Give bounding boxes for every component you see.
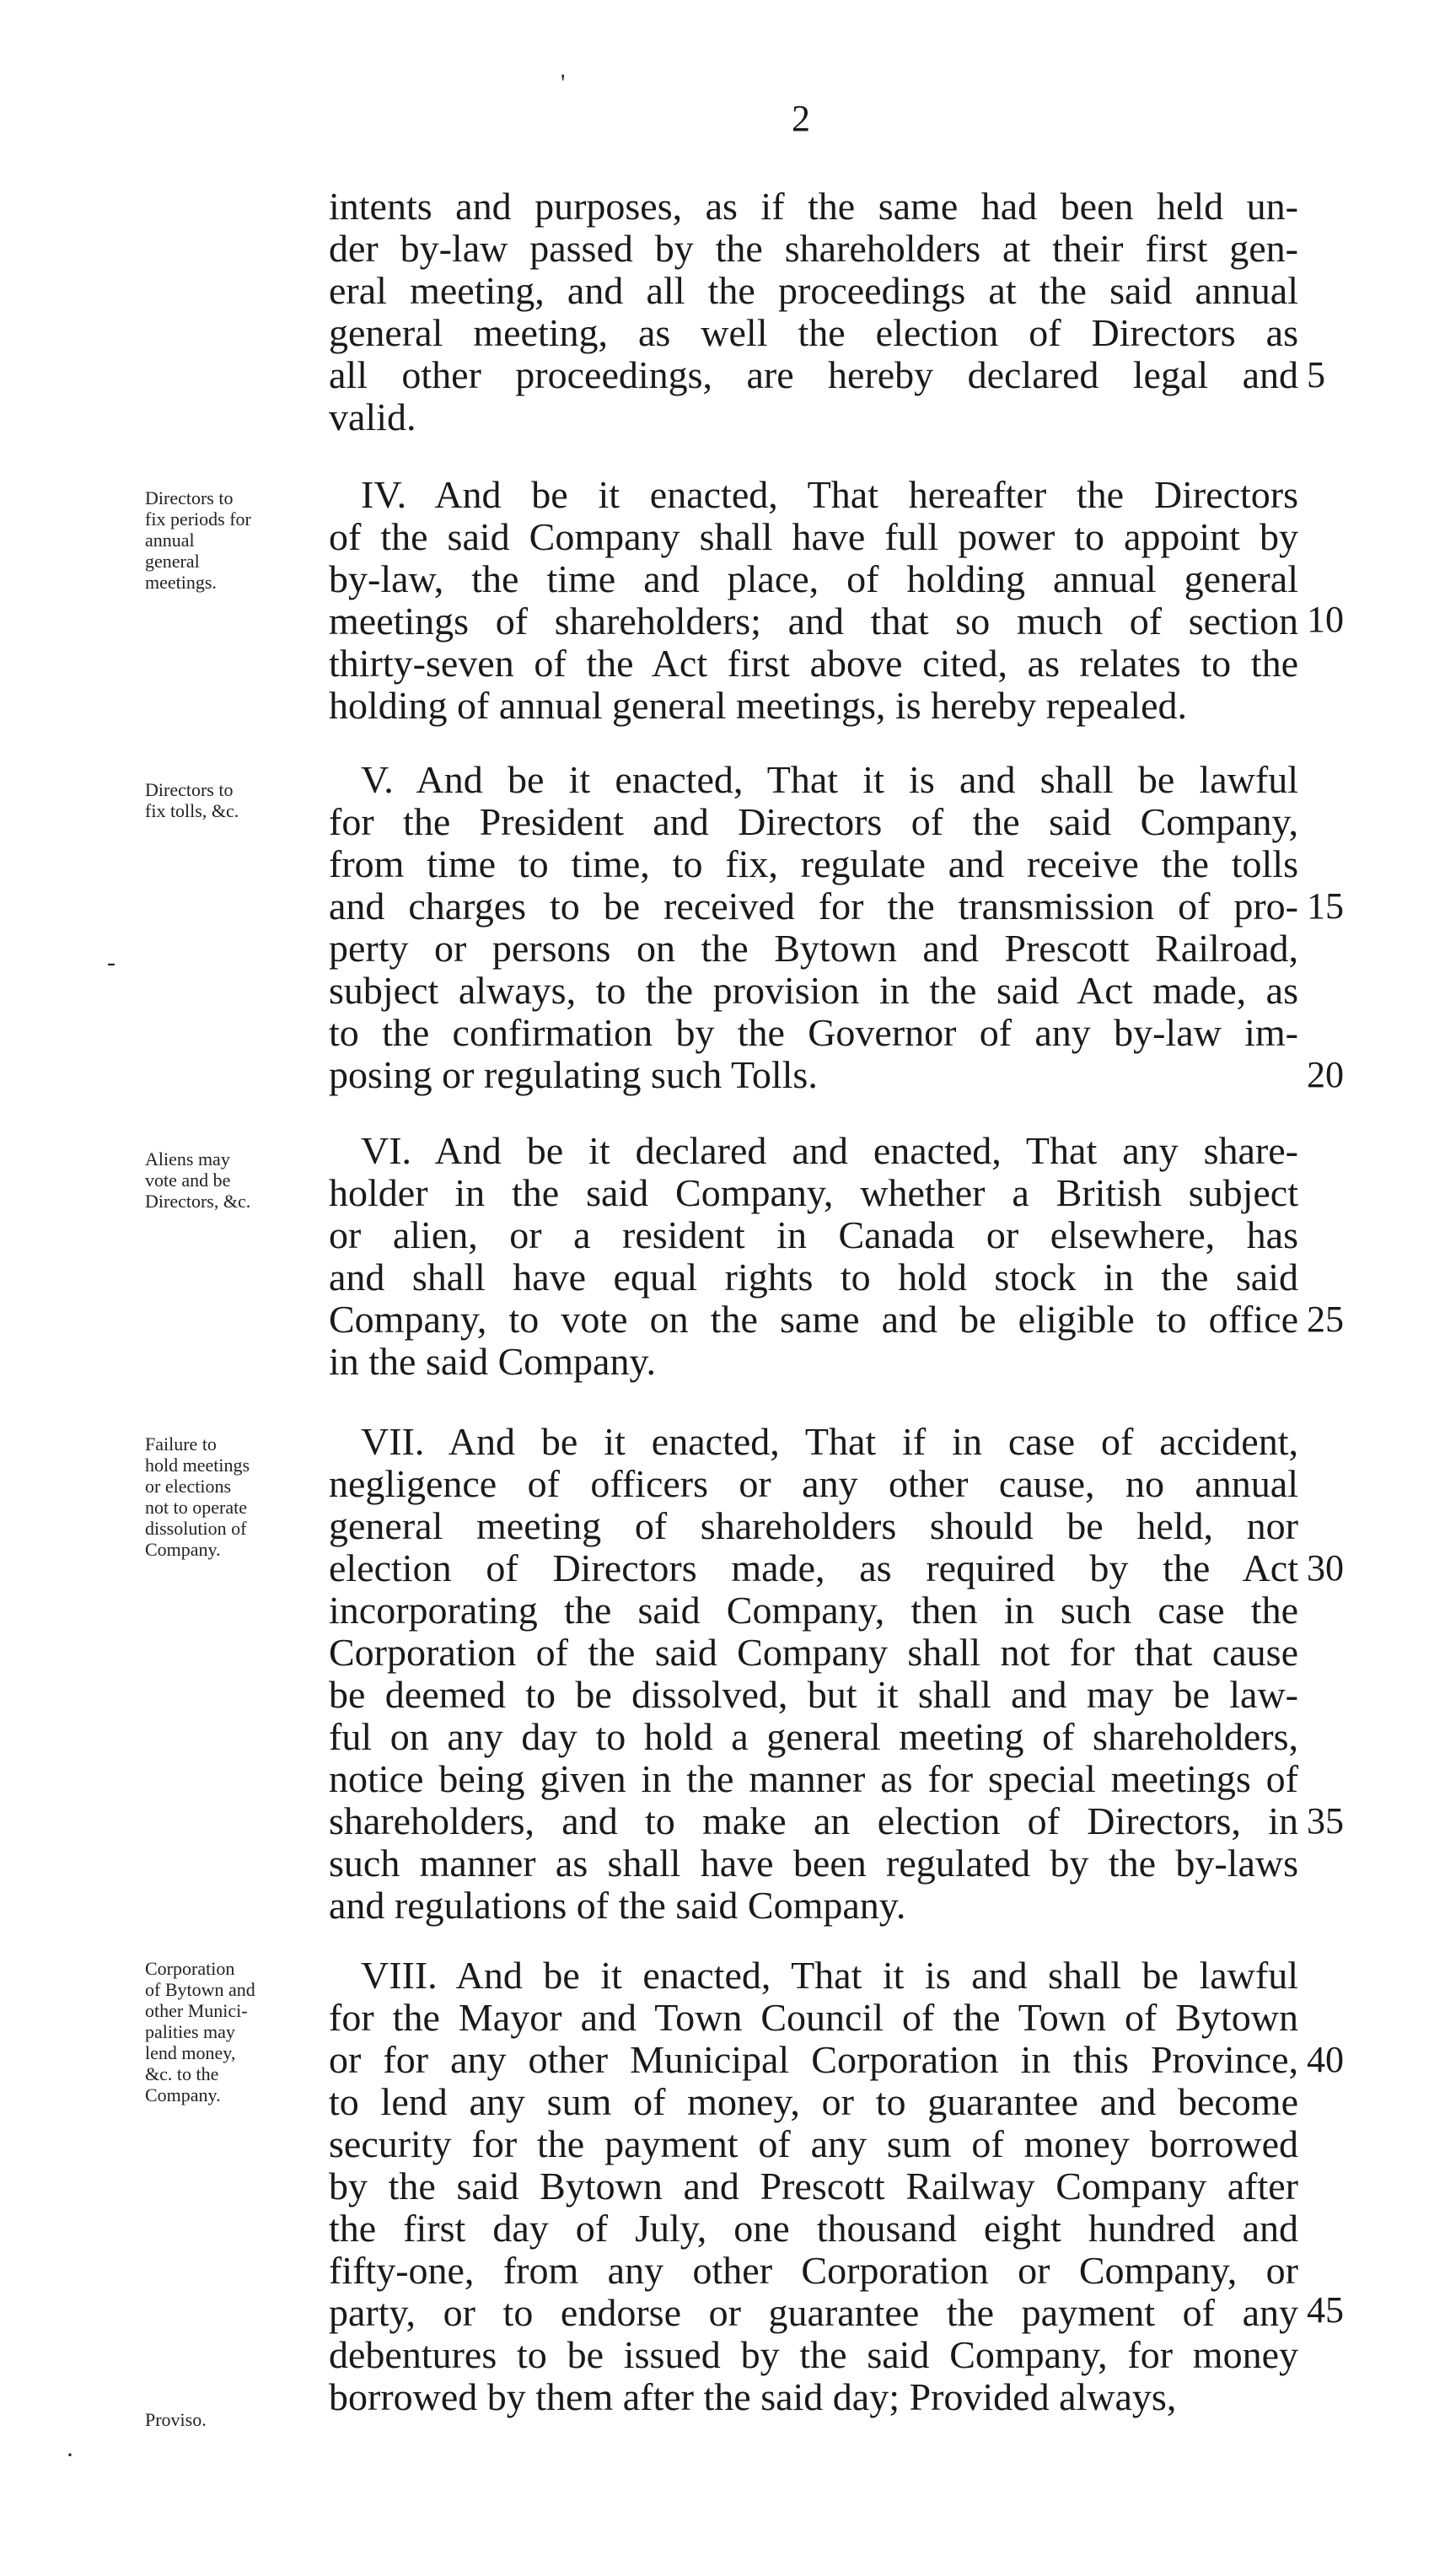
line-number: 15 (1307, 885, 1344, 927)
text-line: posing or regulating such Tolls. (329, 1053, 818, 1096)
text-line: der by-law passed by the shareholders at their first gen- (329, 227, 1298, 270)
page-number: 2 (792, 98, 810, 139)
text-line: VII. And be it enacted, That if in case of accident, (361, 1420, 1298, 1463)
line-number: 45 (1307, 2289, 1344, 2331)
margin-note-line: of Bytown and (145, 1979, 255, 2000)
margin-note-line: Corporation (145, 1958, 235, 1979)
text-line: by-law, the time and place, of holding annual general (329, 557, 1298, 600)
text-line: incorporating the said Company, then in such case the (329, 1589, 1298, 1632)
text-line: for the President and Directors of the said Company, (329, 800, 1298, 843)
margin-note-line: fix periods for (145, 508, 251, 530)
margin-note-line: meetings. (145, 572, 217, 593)
text-line: intents and purposes, as if the same had been held un- (329, 185, 1298, 228)
line-number: 25 (1307, 1299, 1344, 1340)
margin-note-line: general (145, 551, 200, 572)
top-mark: ' (561, 69, 566, 97)
margin-note-line: not to operate (145, 1497, 247, 1518)
margin-note (145, 1958, 314, 2105)
text-line: V. And be it enacted, That it is and shall be lawful (361, 758, 1298, 801)
text-line: the first day of July, one thousand eight hundred and (329, 2207, 1298, 2250)
margin-note-line: vote and be (145, 1170, 231, 1191)
margin-note-line: Company. (145, 1539, 221, 1560)
margin-note-line: Directors to (145, 487, 234, 508)
text-line: and shall have equal rights to hold stock in the said (329, 1256, 1298, 1299)
text-line: such manner as shall have been regulated by the by-laws (329, 1842, 1298, 1885)
text-line: negligence of officers or any other cause, no annual (329, 1462, 1298, 1505)
margin-note-line: annual (145, 530, 195, 551)
text-line: and regulations of the said Company. (329, 1884, 906, 1927)
text-line: meetings of shareholders; and that so much of section (329, 600, 1298, 643)
text-line: security for the payment of any sum of money borrowed (329, 2122, 1298, 2165)
text-line: of the said Company shall have full power to appoint by (329, 515, 1298, 558)
text-line: shareholders, and to make an election of Directors, in (329, 1799, 1298, 1842)
text-line: party, or to endorse or guarantee the payment of any (329, 2291, 1298, 2334)
line-number: 5 (1307, 354, 1325, 395)
margin-note (145, 1148, 314, 1212)
text-line: Corporation of the said Company shall not for that cause (329, 1631, 1298, 1674)
text-line: VIII. And be it enacted, That it is and shall be lawful (361, 1954, 1298, 1997)
margin-note-line: Directors to (145, 779, 234, 800)
text-line: general meeting of shareholders should be held, nor (329, 1504, 1298, 1547)
line-number: 10 (1307, 599, 1344, 640)
text-line: election of Directors made, as required by the Act (329, 1546, 1298, 1589)
margin-note-line: Proviso. (145, 2409, 207, 2430)
text-line: valid. (329, 395, 416, 438)
margin-note-line: lend money, (145, 2042, 236, 2063)
text-line: from time to time, to fix, regulate and receive the tolls (329, 842, 1298, 885)
margin-note-line: palities may (145, 2021, 235, 2042)
text-line: perty or persons on the Bytown and Prescott Railroad, (329, 927, 1298, 970)
text-line: ful on any day to hold a general meeting of shareholders, (329, 1715, 1298, 1758)
margin-note (145, 1433, 314, 1560)
text-line: general meeting, as well the election of Directors as (329, 311, 1298, 354)
margin-note-line: other Munici- (145, 2000, 248, 2021)
margin-note (145, 487, 314, 593)
text-line: or for any other Municipal Corporation in this Province, (329, 2038, 1298, 2081)
text-line: Company, to vote on the same and be eligible to office (329, 1298, 1298, 1341)
text-line: fifty-one, from any other Corporation or Company, or (329, 2249, 1298, 2292)
text-line: in the said Company. (329, 1340, 656, 1383)
text-line: holding of annual general meetings, is hereby repealed. (329, 684, 1188, 727)
text-line: for the Mayor and Town Council of the Town of Bytown (329, 1996, 1298, 2039)
line-number: 35 (1307, 1800, 1344, 1842)
margin-note-line: Company. (145, 2084, 221, 2105)
text-line: all other proceedings, are hereby declared legal and (329, 353, 1298, 396)
margin-note (145, 779, 314, 821)
text-line: by the said Bytown and Prescott Railway Company after (329, 2165, 1298, 2208)
line-number: 20 (1307, 1054, 1344, 1095)
margin-note-line: Directors, &c. (145, 1191, 251, 1212)
line-number: 40 (1307, 2039, 1344, 2080)
stray-dash-mark: - (107, 949, 115, 976)
margin-note-line: or elections (145, 1476, 232, 1497)
line-number: 30 (1307, 1547, 1344, 1589)
text-line: subject always, to the provision in the said Act made, as (329, 969, 1298, 1012)
margin-note-line: dissolution of (145, 1518, 247, 1539)
text-line: eral meeting, and all the proceedings at the said annual (329, 269, 1298, 312)
margin-note (145, 2409, 314, 2430)
text-line: notice being given in the manner as for special meetings of (329, 1757, 1298, 1800)
text-line: to lend any sum of money, or to guarantee and become (329, 2080, 1298, 2123)
margin-note-line: &c. to the (145, 2063, 219, 2084)
text-line: VI. And be it declared and enacted, That any share- (361, 1129, 1298, 1172)
stray-dot-mark: · (66, 2441, 74, 2469)
margin-note-line: Aliens may (145, 1148, 230, 1170)
text-line: or alien, or a resident in Canada or elsewhere, has (329, 1213, 1298, 1256)
text-line: IV. And be it enacted, That hereafter the Directors (361, 473, 1298, 516)
margin-note-line: Failure to (145, 1433, 217, 1455)
text-line: borrowed by them after the said day; Provided always, (329, 2375, 1177, 2418)
text-line: to the confirmation by the Governor of any by-law im- (329, 1011, 1298, 1054)
text-line: be deemed to be dissolved, but it shall and may be law- (329, 1673, 1298, 1716)
margin-note-line: hold meetings (145, 1455, 250, 1476)
text-line: and charges to be received for the transmission of pro- (329, 885, 1298, 928)
text-line: thirty-seven of the Act first above cited, as relates to the (329, 642, 1298, 685)
margin-note-line: fix tolls, &c. (145, 800, 239, 821)
text-line: debentures to be issued by the said Company, for money (329, 2333, 1298, 2376)
text-line: holder in the said Company, whether a British subject (329, 1171, 1298, 1214)
